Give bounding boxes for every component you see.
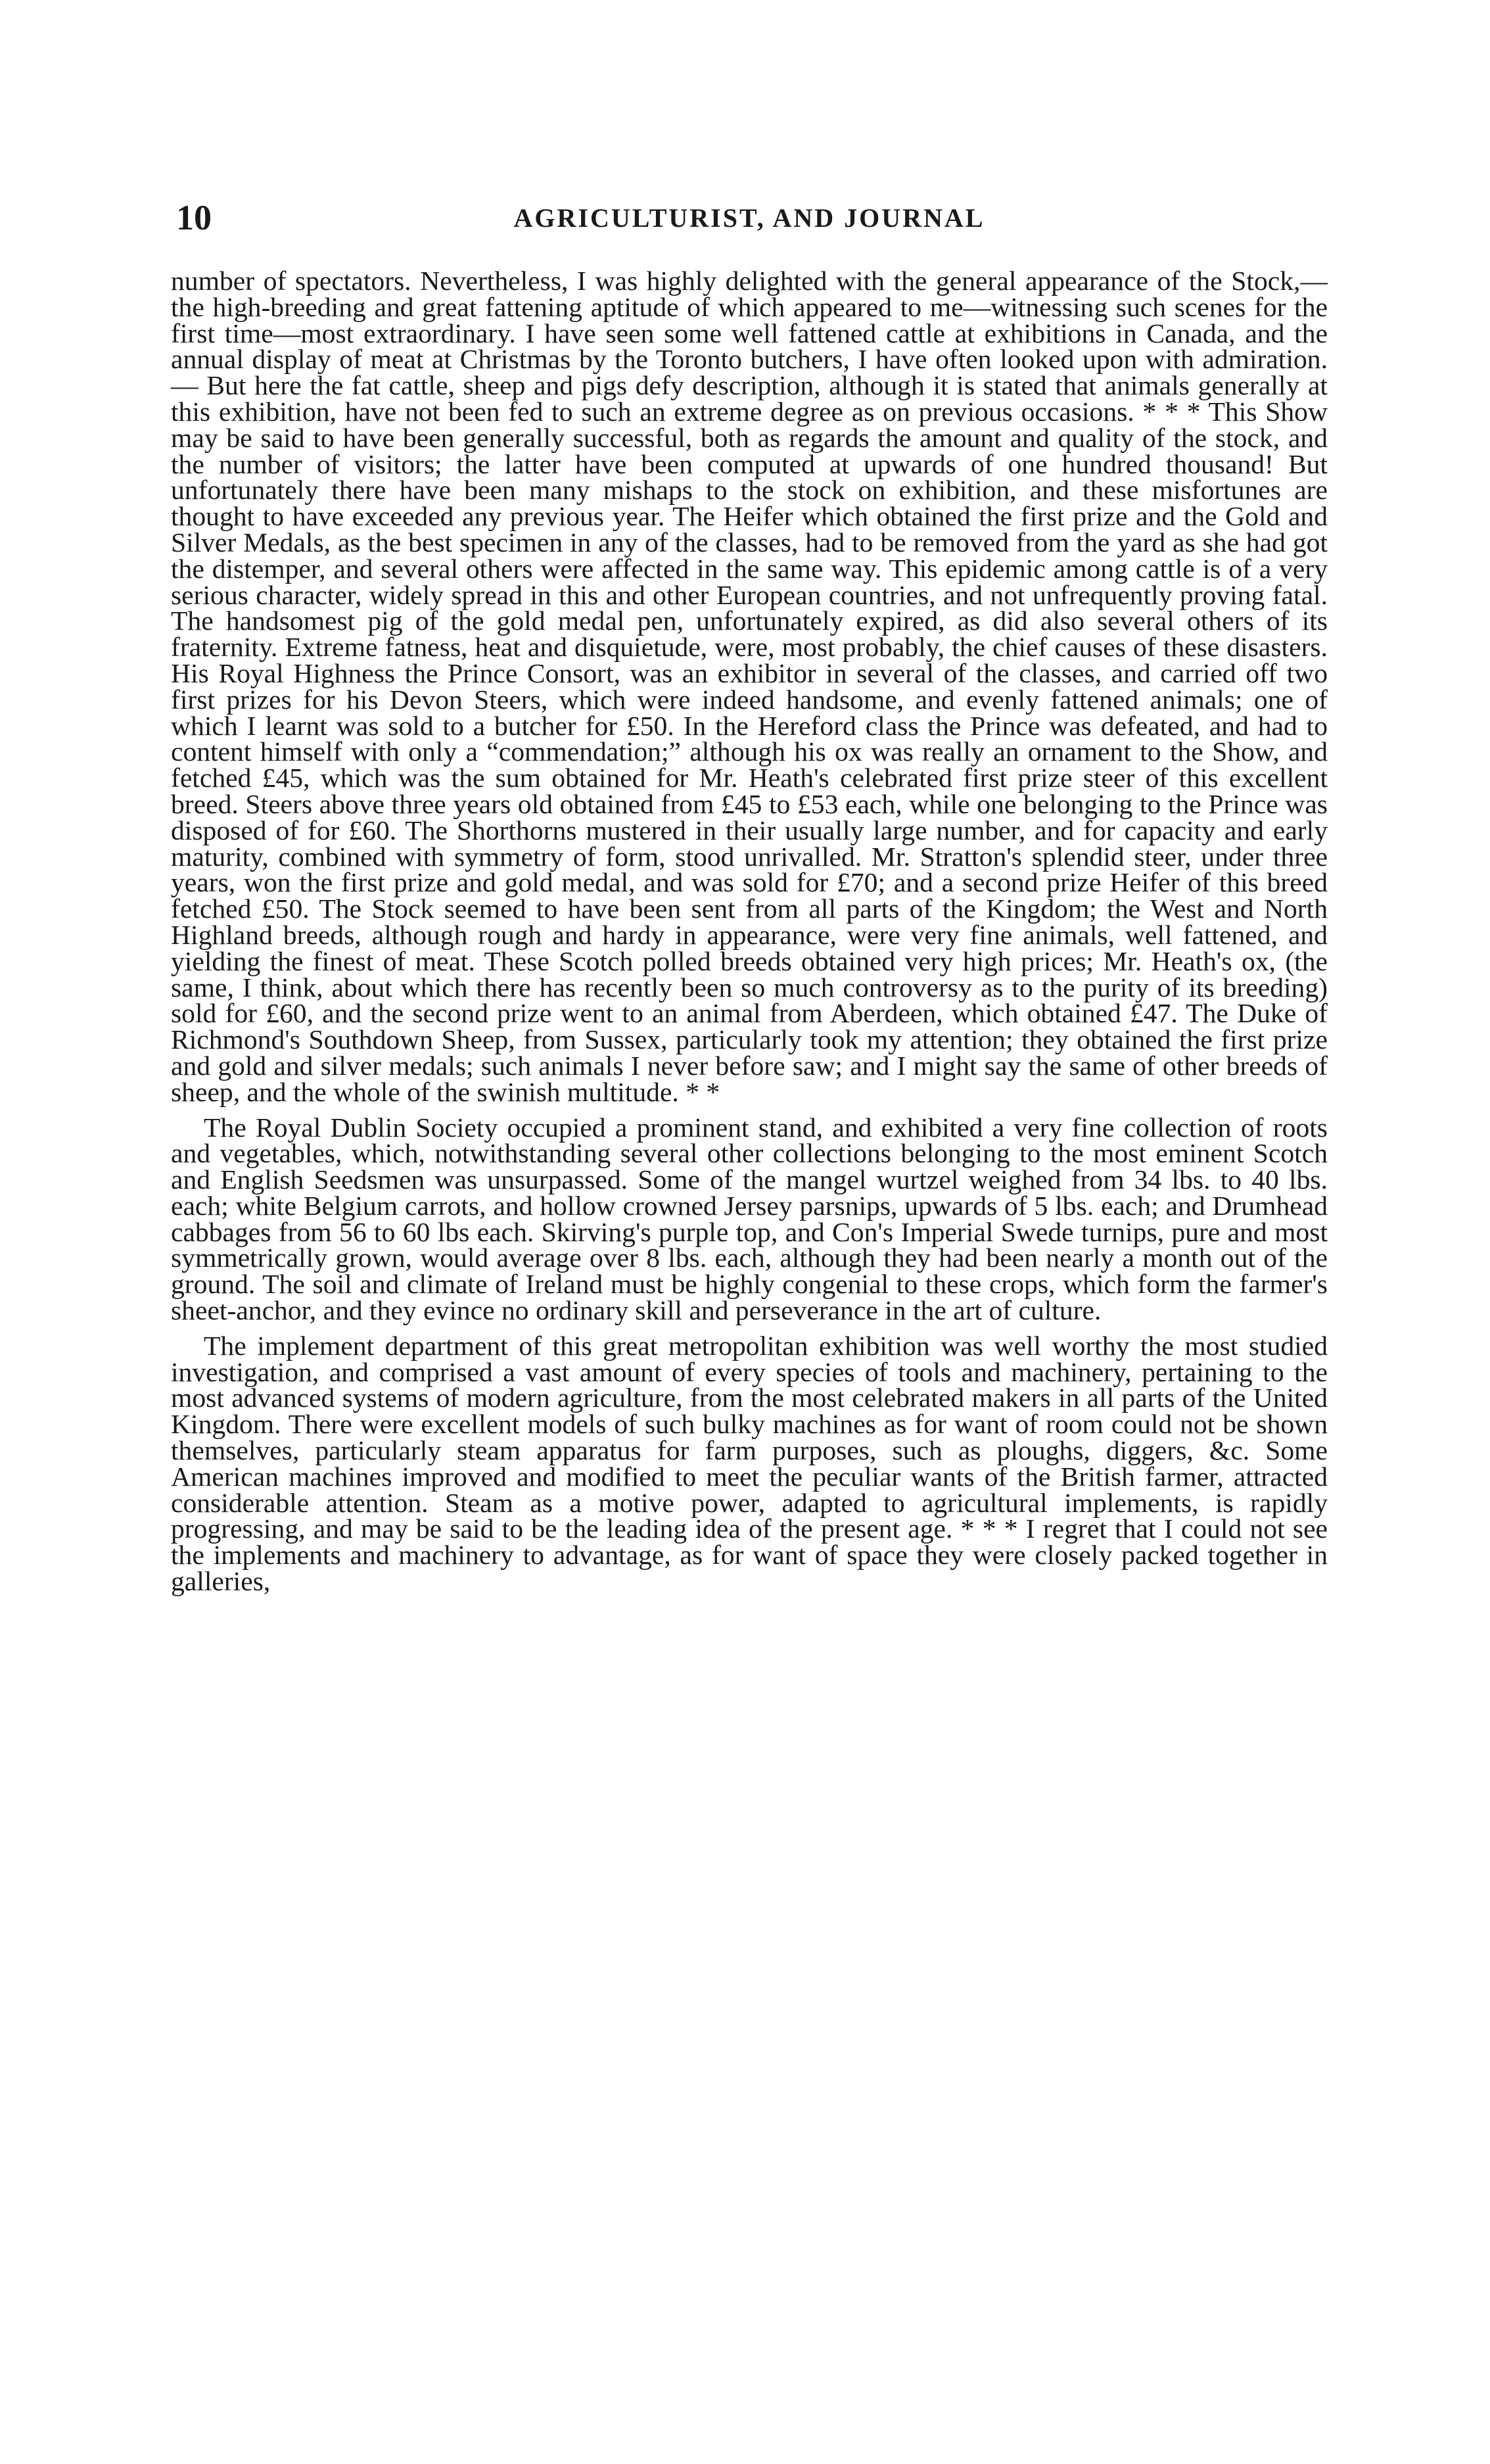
- document-page: [171, 197, 1328, 1604]
- page-header: [171, 197, 1328, 250]
- body-text: [171, 268, 1328, 1595]
- paragraph-spectators: number of spectators. Nevertheless, I was highly delighted with the general appearance of the Stock,—the high-breeding and great fattening aptitude of which appeared to me—witnessing such scenes for the first time—most extraordinary. I have seen some well fattened cattle at exhibitions in Canada, and the annual display of meat at Christmas by the Toronto butchers, I have often looked upon with admiration.— But here the fat cattle, sheep and pigs defy description, although it is stated that animals generally at this exhibition, have not been fed to such an extreme degree as on previous occasions. * * * This Show may be said to have been generally successful, both as regards the amount and quality of the stock, and the number of visitors; the latter have been computed at upwards of one hundred thousand! But unfortunately there have been many mishaps to the stock on exhibition, and these misfortunes are thought to have exceeded any previous year. The Heifer which obtained the first prize and the Gold and Silver Medals, as the best specimen in any of the classes, had to be removed from the yard as she had got the distemper, and several others were affected in the same way. This epidemic among cattle is of a very serious character, widely spread in this and other European countries, and not unfrequently proving fatal. The handsomest pig of the gold medal pen, unfortunately expired, as did also several others of its fraternity. Extreme fatness, heat and disquietude, were, most probably, the chief causes of these disasters. His Royal Highness the Prince Consort, was an exhibitor in several of the classes, and carried off two first prizes for his Devon Steers, which were indeed handsome, and evenly fattened animals; one of which I learnt was sold to a butcher for £50. In the Hereford class the Prince was defeated, and had to content himself with only a “commendation;” although his ox was really an ornament to the Show, and fetched £45, which was the sum obtained for Mr. Heath's celebrated first prize steer of this excellent breed. Steers above three years old obtained from £45 to £53 each, while one belonging to the Prince was disposed of for £60. The Shorthorns mustered in their usually large number, and for capacity and early maturity, combined with symmetry of form, stood unrivalled. Mr. Stratton's splendid steer, under three years, won the first prize and gold medal, and was sold for £70; and a second prize Heifer of this breed fetched £50. The Stock seemed to have been sent from all parts of the Kingdom; the West and North Highland breeds, although rough and hardy in appearance, were very fine animals, well fattened, and yielding the finest of meat. These Scotch polled breeds obtained very high prices; Mr. Heath's ox, (the same, I think, about which there has recently been so much controversy as to the purity of its breeding) sold for £60, and the second prize went to an animal from Aberdeen, which obtained £47. The Duke of Richmond's Southdown Sheep, from Sussex, particularly took my attention; they obtained the first prize and gold and silver medals; such animals I never before saw; and I might say the same of other breeds of sheep, and the whole of the swinish multitude. * *: [171, 266, 1328, 1107]
- paragraph-royal-dublin-society: The Royal Dublin Society occupied a prominent stand, and exhibited a very fine collection of roots and vegetables, which, notwithstanding several other collections belonging to the most eminent Scotch and English Seedsmen was unsurpassed. Some of the mangel wurtzel weighed from 34 lbs. to 40 lbs. each; white Belgium carrots, and hollow crowned Jersey parsnips, upwards of 5 lbs. each; and Drumhead cabbages from 56 to 60 lbs each. Skirving's purple top, and Con's Imperial Swede turnips, pure and most symmetrically grown, would average over 8 lbs. each, although they had been nearly a month out of the ground. The soil and climate of Ireland must be highly congenial to these crops, which form the farmer's sheet-anchor, and they evince no ordinary skill and perseverance in the art of culture.: [171, 1112, 1328, 1326]
- running-head: AGRICULTURIST, AND JOURNAL: [513, 203, 985, 233]
- page-number: 10: [176, 198, 212, 237]
- paragraph-implement-department: The implement department of this great metropolitan exhibition was well worthy the most studied investigation, and comprised a vast amount of every species of tools and machinery, pertaining to the most advanced systems of modern agriculture, from the most celebrated makers in all parts of the United Kingdom. There were excellent models of such bulky machines as for want of room could not be shown themselves, particularly steam apparatus for farm purposes, such as ploughs, diggers, &c. Some American machines improved and modified to meet the peculiar wants of the British farmer, attracted considerable attention. Steam as a motive power, adapted to agricultural implements, is rapidly progressing, and may be said to be the leading idea of the present age. * * * I regret that I could not see the implements and machinery to advantage, as for want of space they were closely packed together in galleries,: [171, 1330, 1328, 1597]
